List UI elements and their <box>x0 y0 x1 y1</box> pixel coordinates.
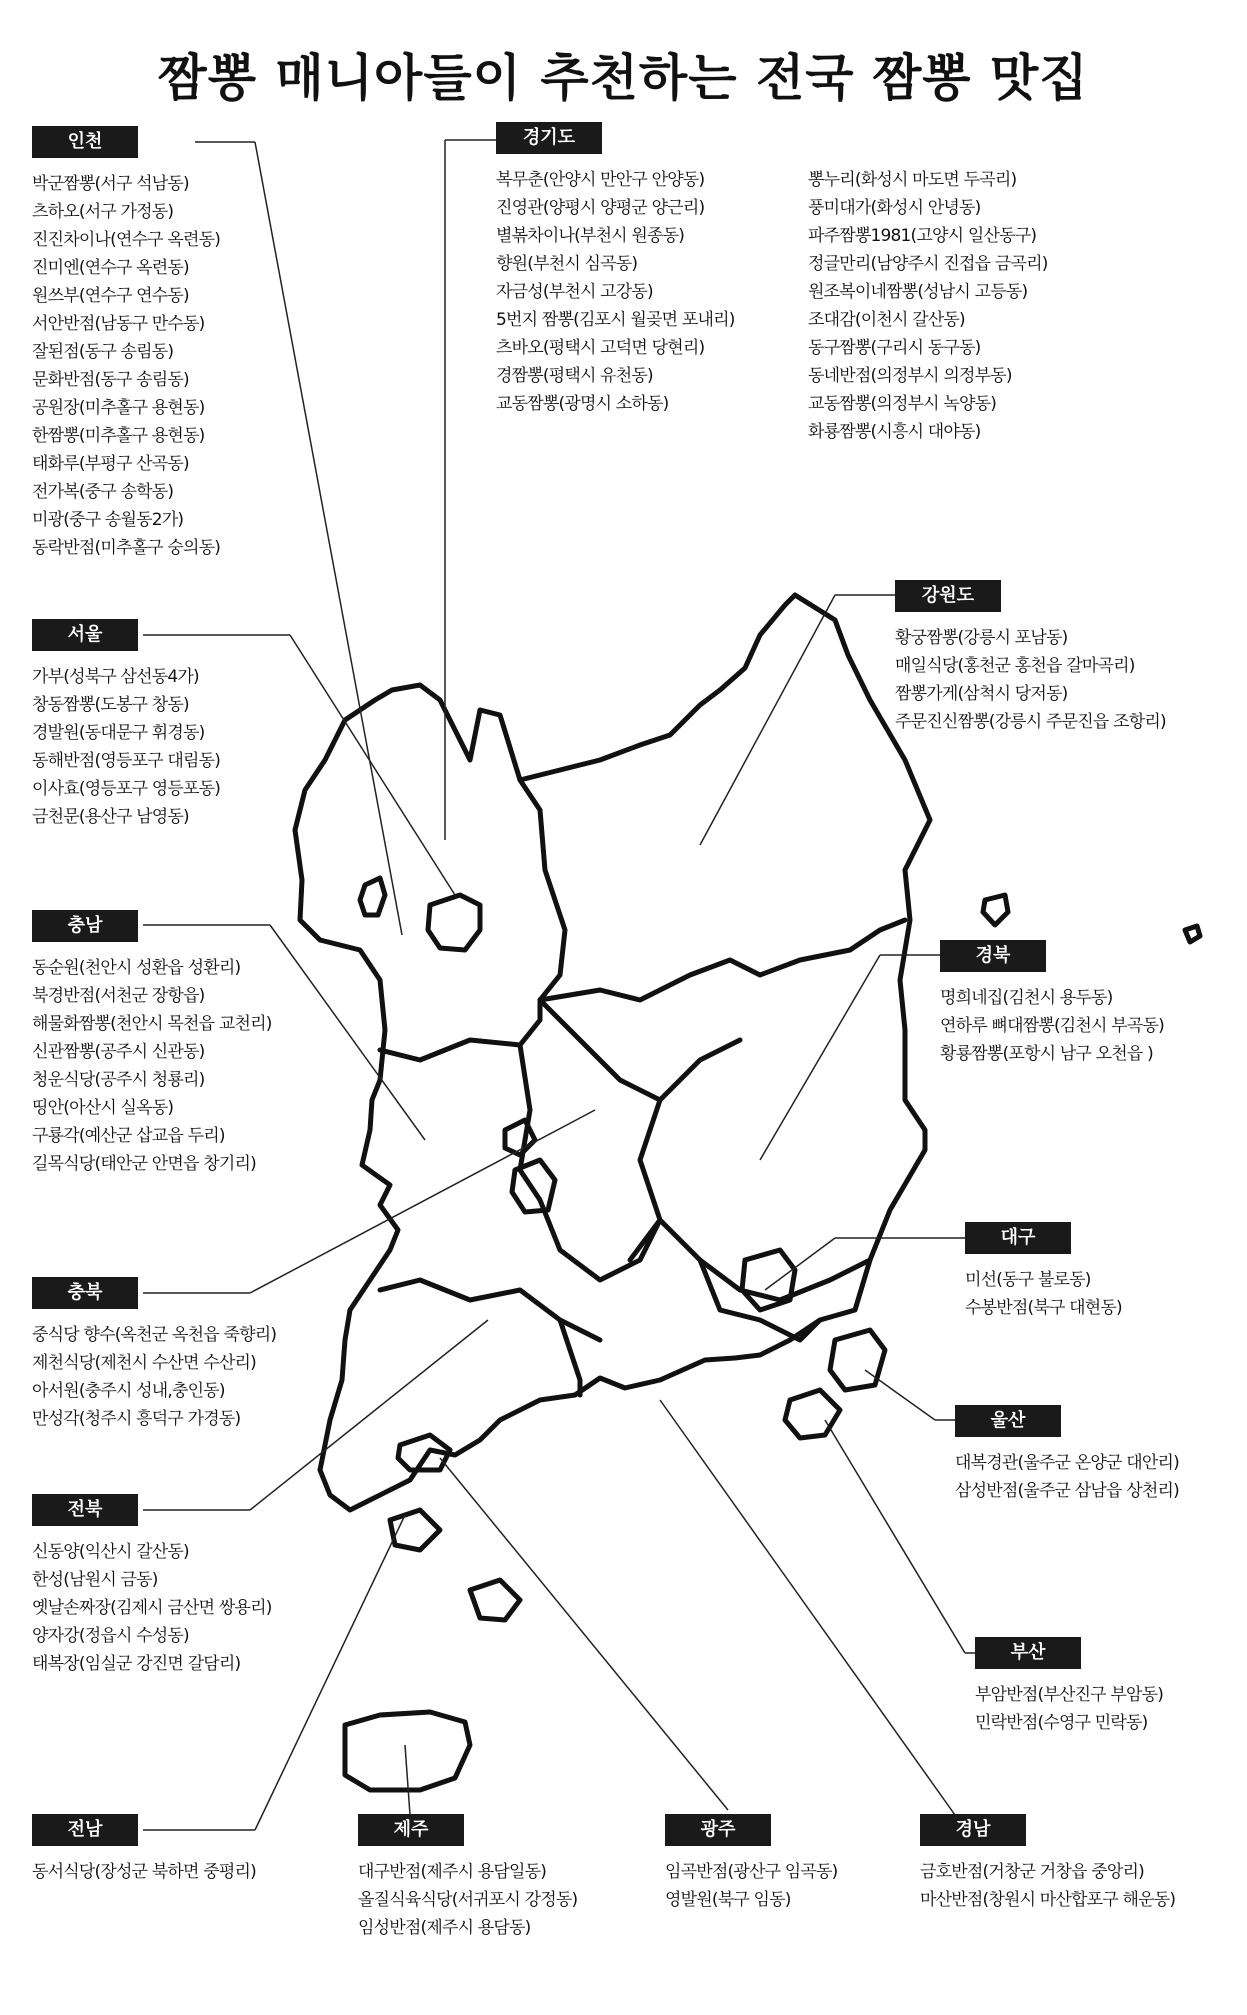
list-item: 진미엔(연수구 옥련동) <box>32 258 189 278</box>
list-item: 양자강(정읍시 수성동) <box>32 1626 189 1646</box>
list-item: 별볶차이나(부천시 원종동) <box>496 226 685 246</box>
list-item: 중식당 향수(옥천군 옥천읍 죽향리) <box>32 1325 277 1345</box>
restaurant-list-gyeongnam <box>920 1858 1175 1914</box>
restaurant-list-chungnam <box>32 954 272 1178</box>
list-item: 조대감(이천시 갈산동) <box>808 310 965 330</box>
region-tag-jeju: 제주 <box>358 1814 464 1846</box>
list-item: 츠바오(평택시 고덕면 당현리) <box>496 338 705 358</box>
region-tag-gwangju: 광주 <box>665 1814 771 1846</box>
list-item: 파주짬뽕1981(고양시 일산동구) <box>808 226 1037 246</box>
list-item: 동네반점(의정부시 의정부동) <box>808 366 1012 386</box>
list-item: 길목식당(태안군 안면읍 창기리) <box>32 1154 256 1174</box>
region-gyeongbuk <box>940 940 1164 1068</box>
list-item: 화룡짬뽕(시흥시 대야동) <box>808 422 981 442</box>
list-item: 구룡각(예산군 삽교읍 두리) <box>32 1126 225 1146</box>
restaurant-list-gyeongbuk <box>940 984 1164 1068</box>
list-item: 대구반점(제주시 용담일동) <box>358 1862 547 1882</box>
region-ulsan <box>955 1405 1179 1505</box>
restaurant-list-gangwon <box>895 624 1166 736</box>
list-item: 북경반점(서천군 장항읍) <box>32 986 205 1006</box>
restaurant-list-ulsan <box>955 1449 1179 1505</box>
list-item: 금천문(용산구 남영동) <box>32 807 189 827</box>
list-item: 이사효(영등포구 영등포동) <box>32 779 221 799</box>
region-tag-gangwon: 강원도 <box>895 580 1001 612</box>
region-jeonnam <box>32 1814 256 1886</box>
restaurant-list-gyeonggi-col1 <box>496 166 735 418</box>
list-item: 임성반점(제주시 용담동) <box>358 1918 531 1938</box>
region-jeju <box>358 1814 577 1942</box>
list-item: 동구짬뽕(구리시 동구동) <box>808 338 981 358</box>
list-item: 만성각(청주시 흥덕구 가경동) <box>32 1409 241 1429</box>
list-item: 대복경관(울주군 온양군 대안리) <box>955 1453 1179 1473</box>
list-item: 올질식육식당(서귀포시 강정동) <box>358 1890 578 1910</box>
list-item: 미광(중구 송월동2가) <box>32 510 184 530</box>
list-item: 부암반점(부산진구 부암동) <box>975 1685 1164 1705</box>
list-item: 제천식당(제천시 수산면 수산리) <box>32 1353 256 1373</box>
list-item: 경발원(동대문구 휘경동) <box>32 723 205 743</box>
list-item: 뽕누리(화성시 마도면 두곡리) <box>808 170 1017 190</box>
list-item: 동순원(천안시 성환읍 성환리) <box>32 958 241 978</box>
restaurant-list-incheon <box>32 170 220 562</box>
list-item: 잘된점(동구 송림동) <box>32 342 174 362</box>
list-item: 금호반점(거창군 거창읍 중앙리) <box>920 1862 1144 1882</box>
region-jeonbuk <box>32 1494 272 1678</box>
list-item: 창동짬뽕(도봉구 창동) <box>32 695 189 715</box>
list-item: 원쓰부(연수구 연수동) <box>32 286 189 306</box>
list-item: 연하루 뼈대짬뽕(김천시 부곡동) <box>940 1016 1164 1036</box>
restaurant-list-chungbuk <box>32 1321 276 1433</box>
list-item: 정글만리(남양주시 진접읍 금곡리) <box>808 254 1048 274</box>
list-item: 주문진신짬뽕(강릉시 주문진읍 조항리) <box>895 712 1166 732</box>
restaurant-list-jeonbuk <box>32 1538 272 1678</box>
restaurant-list-seoul <box>32 663 220 831</box>
restaurant-list-gwangju <box>665 1858 838 1914</box>
list-item: 청운식당(공주시 청룡리) <box>32 1070 205 1090</box>
list-item: 츠하오(서구 가정동) <box>32 202 174 222</box>
list-item: 황궁짬뽕(강릉시 포남동) <box>895 628 1068 648</box>
page-title: 짬뽕 매니아들이 추천하는 전국 짬뽕 맛집 <box>158 49 1089 107</box>
region-tag-chungbuk: 충북 <box>32 1277 138 1309</box>
list-item: 삼성반점(울주군 삼남읍 상천리) <box>955 1481 1179 1501</box>
region-seoul <box>32 619 220 831</box>
list-item: 신동양(익산시 갈산동) <box>32 1542 189 1562</box>
list-item: 영발원(북구 임동) <box>665 1890 791 1910</box>
list-item: 향원(부천시 심곡동) <box>496 254 638 274</box>
list-item: 태화루(부평구 산곡동) <box>32 454 189 474</box>
restaurant-list-jeonnam <box>32 1858 256 1886</box>
region-tag-gyeonggi: 경기도 <box>496 122 602 154</box>
restaurant-list-gyeonggi-col2 <box>808 166 1048 446</box>
region-tag-ulsan: 울산 <box>955 1405 1061 1437</box>
list-item: 신관짬뽕(공주시 신관동) <box>32 1042 205 1062</box>
region-tag-seoul: 서울 <box>32 619 138 651</box>
list-item: 동해반점(영등포구 대림동) <box>32 751 221 771</box>
region-daegu <box>965 1222 1122 1322</box>
list-item: 옛날손짜장(김제시 금산면 쌍용리) <box>32 1598 272 1618</box>
region-tag-incheon: 인천 <box>32 126 138 158</box>
list-item: 띵안(아산시 실옥동) <box>32 1098 174 1118</box>
list-item: 짬뽕가게(삼척시 당저동) <box>895 684 1068 704</box>
list-item: 풍미대가(화성시 안녕동) <box>808 198 981 218</box>
region-tag-jeonnam: 전남 <box>32 1814 138 1846</box>
region-tag-daegu: 대구 <box>965 1222 1071 1254</box>
list-item: 임곡반점(광산구 임곡동) <box>665 1862 838 1882</box>
list-item: 박군짬뽕(서구 석남동) <box>32 174 189 194</box>
list-item: 가부(성북구 삼선동4가) <box>32 667 199 687</box>
list-item: 매일식당(홍천군 홍천읍 갈마곡리) <box>895 656 1135 676</box>
region-tag-busan: 부산 <box>975 1637 1081 1669</box>
list-item: 공원장(미추홀구 용현동) <box>32 398 205 418</box>
region-tag-gyeongbuk: 경북 <box>940 940 1046 972</box>
list-item: 미선(동구 불로동) <box>965 1270 1091 1290</box>
region-chungnam <box>32 910 272 1178</box>
list-item: 진진차이나(연수구 옥련동) <box>32 230 221 250</box>
list-item: 서안반점(남동구 만수동) <box>32 314 205 334</box>
restaurant-list-jeju <box>358 1858 577 1942</box>
region-busan <box>975 1637 1163 1737</box>
region-tag-gyeongnam: 경남 <box>920 1814 1026 1846</box>
list-item: 진영관(양평시 양평군 양근리) <box>496 198 705 218</box>
region-gyeonggi <box>496 122 1048 442</box>
list-item: 전가복(중구 송학동) <box>32 482 174 502</box>
list-item: 한성(남원시 금동) <box>32 1570 158 1590</box>
list-item: 원조복이네짬뽕(성남시 고등동) <box>808 282 1028 302</box>
list-item: 경짬뽕(평택시 유천동) <box>496 366 653 386</box>
region-tag-jeonbuk: 전북 <box>32 1494 138 1526</box>
list-item: 마산반점(창원시 마산합포구 해운동) <box>920 1890 1176 1910</box>
list-item: 교동짬뽕(의정부시 녹양동) <box>808 394 997 414</box>
region-gangwon <box>895 580 1166 736</box>
restaurant-list-busan <box>975 1681 1163 1737</box>
region-chungbuk <box>32 1277 276 1433</box>
list-item: 수봉반점(북구 대현동) <box>965 1298 1122 1318</box>
list-item: 자금성(부천시 고강동) <box>496 282 653 302</box>
region-gwangju <box>665 1814 838 1914</box>
list-item: 동서식당(장성군 북하면 중평리) <box>32 1862 256 1882</box>
region-gyeongnam <box>920 1814 1175 1914</box>
region-incheon <box>32 126 220 562</box>
list-item: 명희네집(김천시 용두동) <box>940 988 1113 1008</box>
region-tag-chungnam: 충남 <box>32 910 138 942</box>
list-item: 해물화짬뽕(천안시 목천읍 교천리) <box>32 1014 272 1034</box>
list-item: 민락반점(수영구 민락동) <box>975 1713 1148 1733</box>
list-item: 교동짬뽕(광명시 소하동) <box>496 394 669 414</box>
list-item: 복무춘(안양시 만안구 안양동) <box>496 170 705 190</box>
list-item: 동락반점(미추홀구 숭의동) <box>32 538 221 558</box>
restaurant-list-daegu <box>965 1266 1122 1322</box>
list-item: 황룡짬뽕(포항시 남구 오천읍 ) <box>940 1044 1153 1064</box>
list-item: 5번지 짬뽕(김포시 월곶면 포내리) <box>496 310 735 330</box>
list-item: 태복장(임실군 강진면 갈담리) <box>32 1654 241 1674</box>
list-item: 아서원(충주시 성내,충인동) <box>32 1381 225 1401</box>
list-item: 한짬뽕(미추홀구 용현동) <box>32 426 205 446</box>
list-item: 문화반점(동구 송림동) <box>32 370 189 390</box>
